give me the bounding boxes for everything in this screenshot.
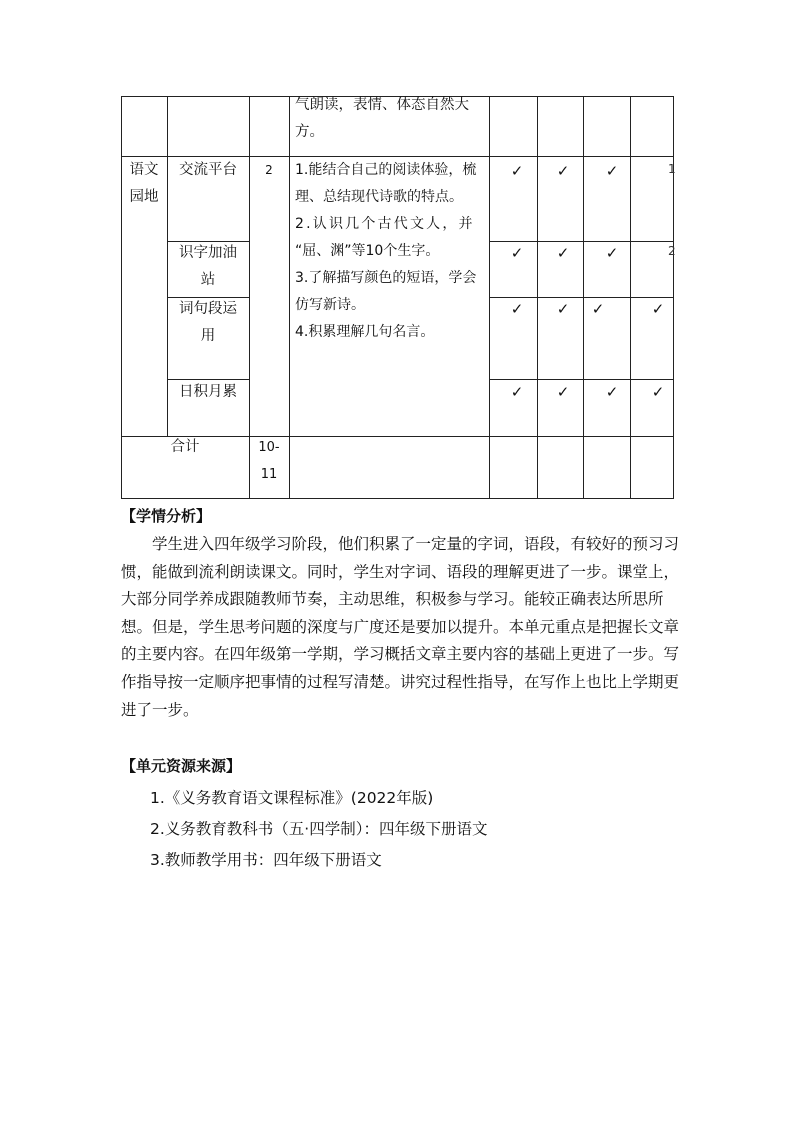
item-name-line: 交流平台 bbox=[179, 162, 237, 178]
clipped-text: 1 bbox=[668, 162, 676, 176]
objective-continued bbox=[295, 92, 490, 146]
objective-line: 4.积累理解几句名言。 bbox=[295, 324, 435, 340]
check-mark: ✓ bbox=[556, 300, 570, 318]
item-name bbox=[167, 157, 249, 184]
unit-label-line: 园地 bbox=[129, 189, 159, 205]
objective-line: 仿写新诗。 bbox=[295, 297, 365, 313]
resources-title: 【单元资源来源】 bbox=[121, 757, 242, 775]
item-name-line: 词句段运 bbox=[179, 301, 237, 317]
resource-item: 3.教师教学用书：四年级下册语文 bbox=[150, 851, 382, 869]
check-mark: ✓ bbox=[605, 162, 619, 180]
analysis-title: 【学情分析】 bbox=[121, 507, 212, 525]
total-label: 合计 bbox=[170, 439, 200, 455]
item-name-line: 日积月累 bbox=[179, 384, 237, 400]
objective-line: 方。 bbox=[295, 124, 324, 140]
check-mark: ✓ bbox=[510, 300, 524, 318]
total-hours bbox=[249, 434, 289, 488]
check-mark: ✓ bbox=[556, 244, 570, 262]
analysis-text: 学生进入四年级学习阶段，他们积累了一定量的字词，语段，有较好的预习习惯，能做到流利朗读课文。同时，学生对字词、语段的理解更进了一步。课堂上，大部分同学养成跟随教师节奏，主动思维，积极参与学习。能较正确表达所思所想。但是，学生思考问题的深度与广度还是要加以提升。本单元重点是把握长文章的主要内容。在四年级第一学期，学习概括文章主要内容的基础上更进了一步。写作指导按一定顺序把事情的过程写清楚。讲究过程性指导，在写作上也比上学期更进了一步。 bbox=[121, 535, 680, 719]
check-mark: ✓ bbox=[591, 300, 605, 318]
item-name-line: 用 bbox=[200, 328, 216, 344]
clipped-text: 2 bbox=[668, 244, 676, 258]
total-hours-line: 11 bbox=[260, 467, 278, 482]
total-hours-line: 10- bbox=[258, 440, 280, 455]
check-mark: ✓ bbox=[556, 162, 570, 180]
objective-line: “屈、渊”等10个生字。 bbox=[295, 243, 440, 259]
unit-label-line: 语文 bbox=[129, 162, 159, 178]
objective-line: 2.认识几个古代文人，并 bbox=[295, 216, 475, 232]
resource-item: 1.《义务教育语文课程标准》(2022年版) bbox=[150, 789, 434, 807]
item-name-line: 识字加油 bbox=[179, 245, 237, 261]
check-mark: ✓ bbox=[651, 300, 665, 318]
objective-line: 理、总结现代诗歌的特点。 bbox=[295, 189, 463, 205]
lesson-table bbox=[0, 0, 794, 520]
item-name-line: 站 bbox=[200, 272, 216, 288]
unit-objectives bbox=[295, 157, 490, 346]
check-mark: ✓ bbox=[605, 383, 619, 401]
check-mark: ✓ bbox=[651, 383, 665, 401]
objective-line: 1.能结合自己的阅读体验，梳 bbox=[295, 162, 477, 178]
unit-label bbox=[121, 157, 167, 211]
check-mark: ✓ bbox=[556, 383, 570, 401]
item-name bbox=[167, 379, 249, 406]
analysis-paragraph bbox=[121, 531, 684, 724]
objective-line: 3.了解描写颜色的短语，学会 bbox=[295, 270, 477, 286]
check-mark: ✓ bbox=[510, 383, 524, 401]
resource-item: 2.义务教育教科书（五·四学制）：四年级下册语文 bbox=[150, 820, 488, 838]
check-mark: ✓ bbox=[510, 244, 524, 262]
unit-hours: 2 bbox=[265, 163, 273, 177]
item-name bbox=[167, 296, 249, 350]
check-mark: ✓ bbox=[510, 162, 524, 180]
item-name bbox=[167, 240, 249, 294]
check-mark: ✓ bbox=[605, 244, 619, 262]
objective-line: 气朗读，表情、体态自然大 bbox=[295, 97, 469, 113]
